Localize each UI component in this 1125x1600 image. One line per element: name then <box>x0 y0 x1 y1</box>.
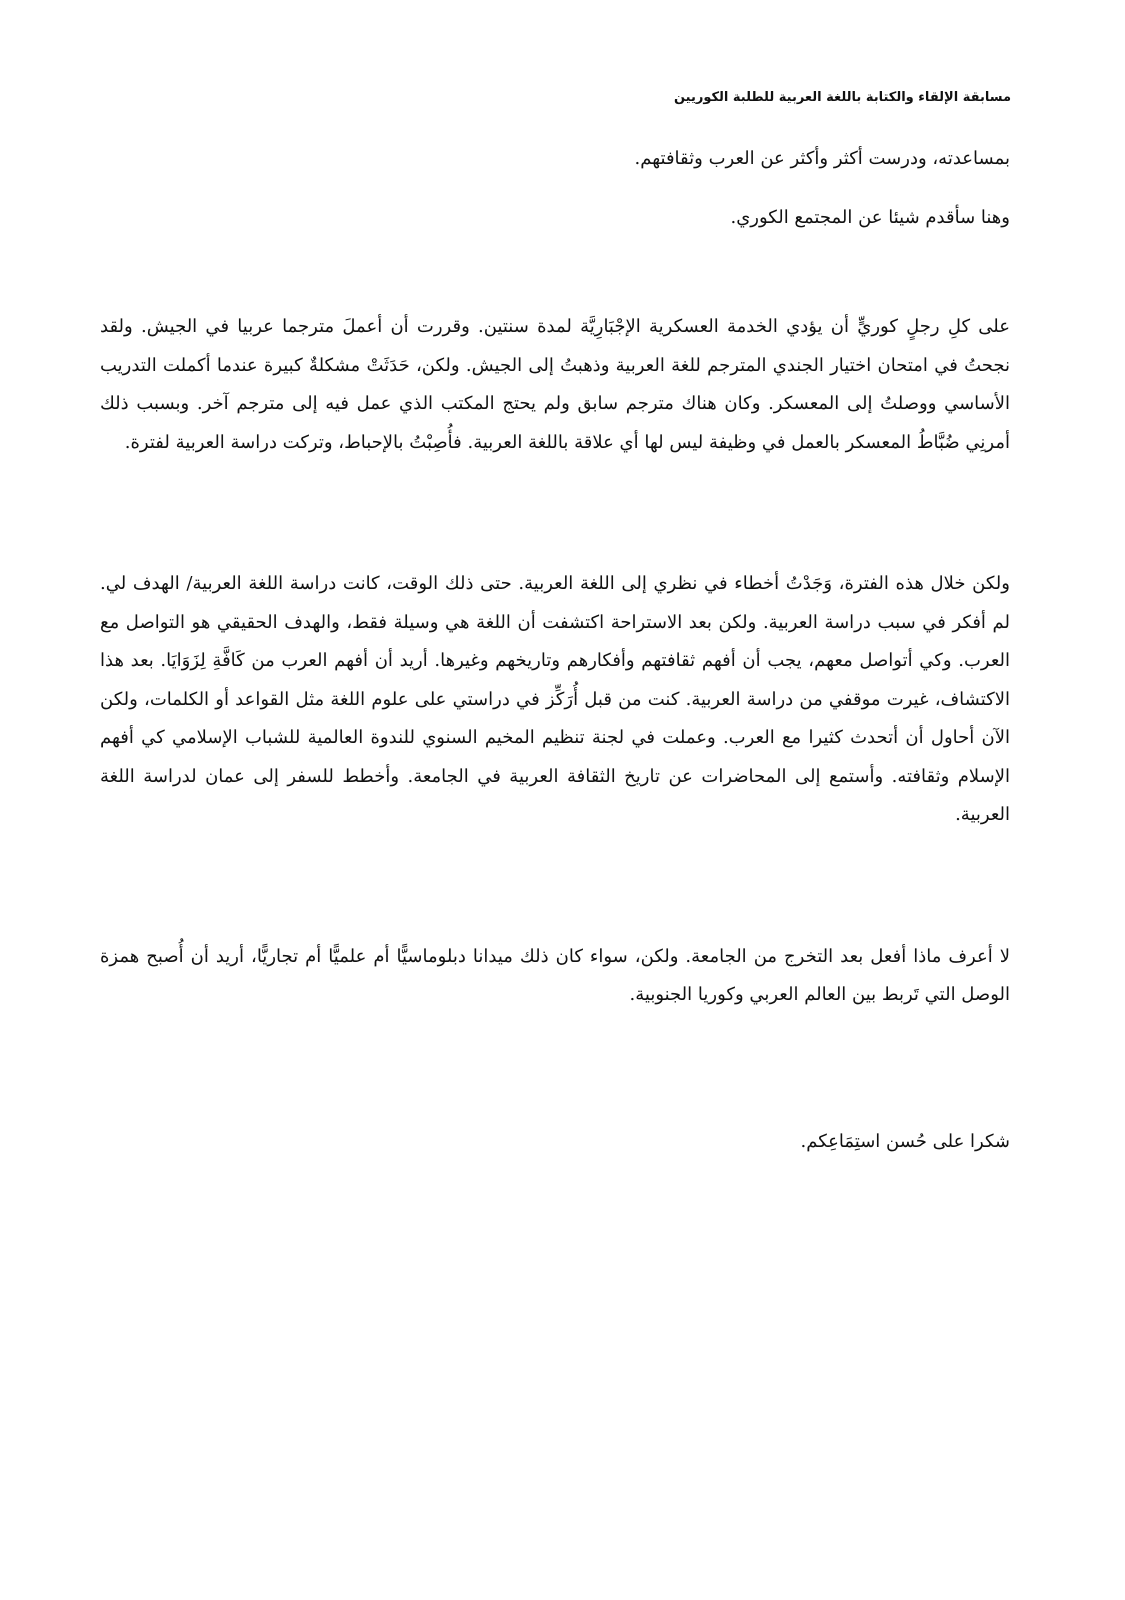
paragraph-closing: شكرا على حُسن استِمَاعِكم. <box>800 1130 1010 1152</box>
paragraph-intro-1: بمساعدته، ودرست أكثر وأكثر عن العرب وثقافتهم. <box>634 148 1010 169</box>
paragraph-future-plans: لا أعرف ماذا أفعل بعد التخرج من الجامعة. ولكن، سواء كان ذلك ميدانا دبلوماسيًّا أم علميًّا أم تجاريًّا، أريد أن أُصبح همزة الوصل التي تَربط بين العالم العربي وكوريا الجنوبية. <box>100 945 1010 1005</box>
document-body <box>100 140 1010 1161</box>
paragraph-military-service: على كلِ رجلٍ كوريٍّ أن يؤدي الخدمة العسكرية الإجْبَارِيَّة لمدة سنتين. وقررت أن أعملَ مترجما عربيا في الجيش. ولقد نجحتُ في امتحان اختيار الجندي المترجم للغة العربية وذهبتُ إلى الجيش. ولكن، حَدَثَتْ مشكلةٌ كبيرة عندما أكملت التدريب الأساسي ووصلتُ إلى المعسكر. وكان هناك مترجم سابق ولم يحتج المكتب الذي عمل فيه إلى مترجم آخر. وبسبب ذلك أمرنِي ضُبَّاطُ المعسكر بالعمل في وظيفة ليس لها أي علاقة باللغة العربية. فأُصِبْتُ بالإحباط، وتركت دراسة العربية لفترة. <box>100 316 1010 453</box>
document-header: مسابقة الإلقاء والكتابة باللغة العربية للطلبة الكوريين <box>673 90 1011 105</box>
paragraph-intro-2: وهنا سأقدم شيئا عن المجتمع الكوري. <box>730 206 1010 228</box>
paragraph-discovery: ولكن خلال هذه الفترة، وَجَدْتُ أخطاء في نظري إلى اللغة العربية. حتى ذلك الوقت، كانت دراسة اللغة العربية/ الهدف لي. لم أفكر في سبب دراسة العربية. ولكن بعد الاستراحة اكتشفت أن اللغة هي وسيلة فقط، والهدف الحقيقي هو التواصل مع العرب. وكي أتواصل معهم، يجب أن أفهم ثقافتهم وأفكارهم وتاريخهم وغيرها. أريد أن أفهم العرب من كَافَّةِ لِزَوَايَا. بعد هذا الاكتشاف، غيرت موقفي من دراسة العربية. كنت من قبل أُرَكِّز في دراستي على علوم اللغة مثل القواعد أو الكلمات، ولكن الآن أحاول أن أتحدث كثيرا مع العرب. وعملت في لجنة تنظيم المخيم السنوي للندوة العالمية للشباب الإسلامي كي أفهم الإسلام وثقافته. وأستمع إلى المحاضرات عن تاريخ الثقافة العربية في الجامعة. وأخطط للسفر إلى عمان لدراسة اللغة العربية. <box>100 573 1010 825</box>
